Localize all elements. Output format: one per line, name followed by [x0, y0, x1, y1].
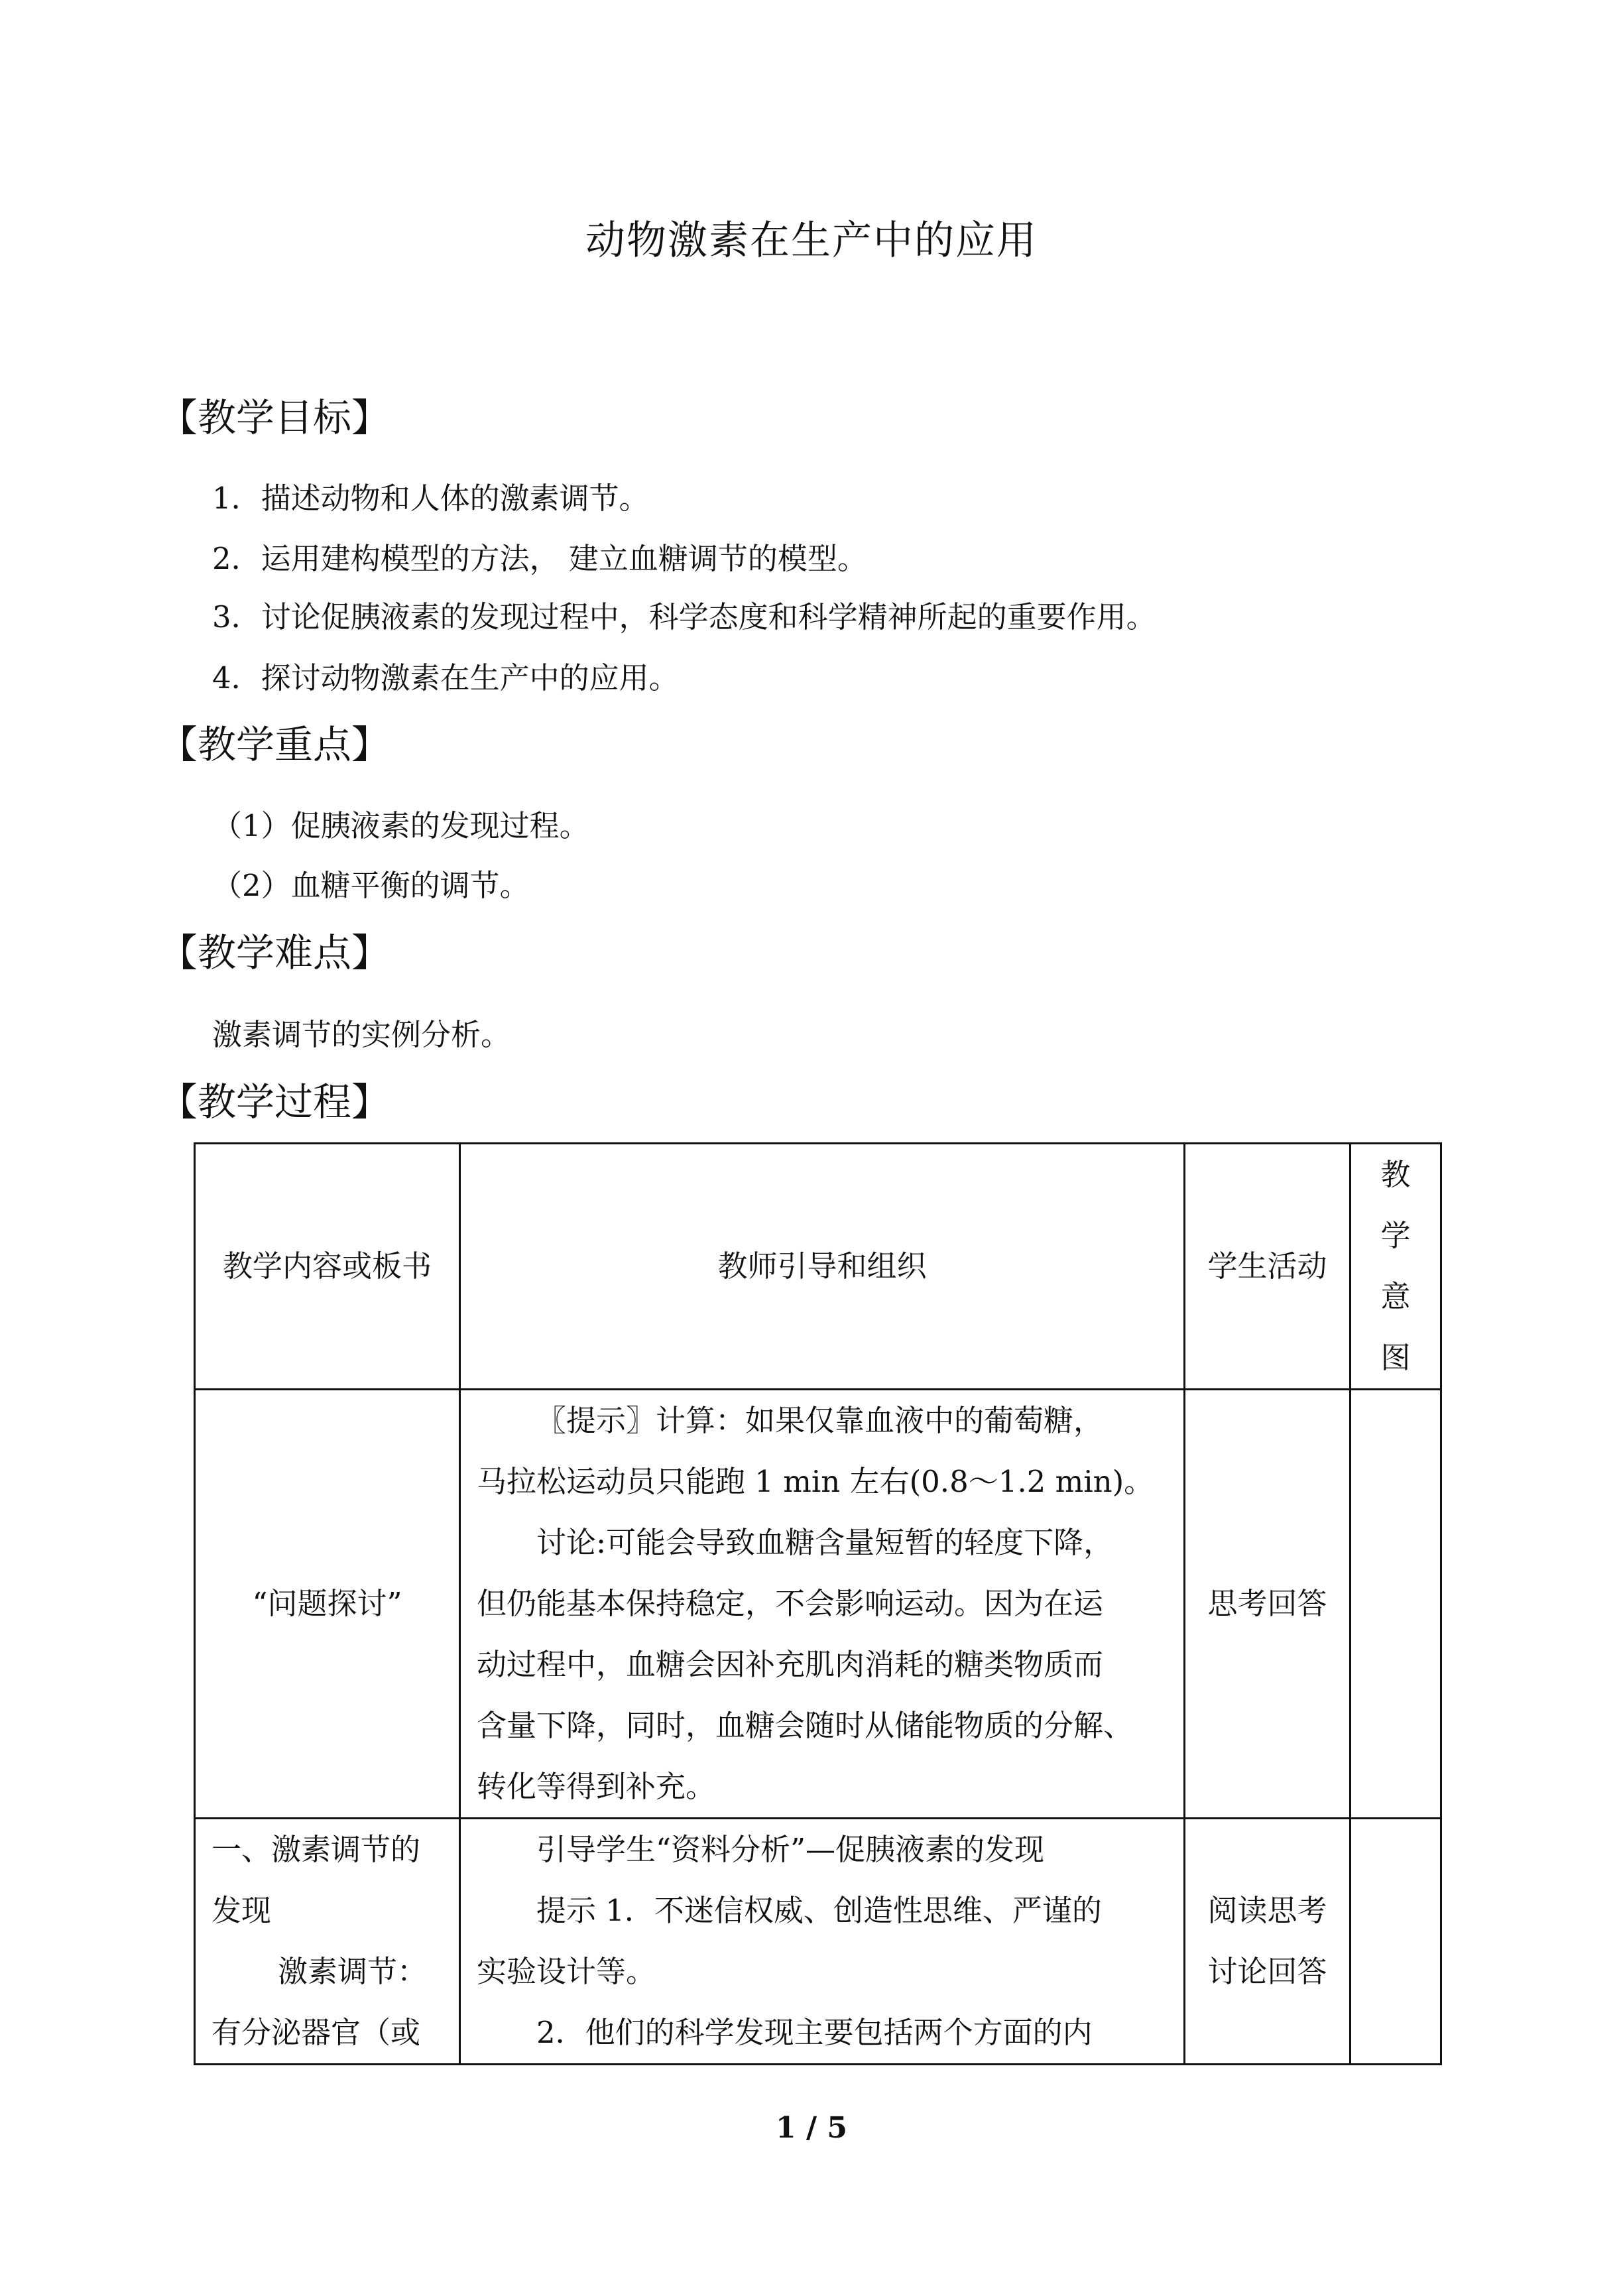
content-line: 发现 — [211, 1893, 272, 1928]
header-student: 学生活动 — [1185, 1144, 1351, 1390]
header-content: 教学内容或板书 — [195, 1144, 460, 1390]
content-line: 有分泌器官（或 — [211, 2015, 421, 2050]
row-intent-cell — [1351, 1390, 1441, 1819]
table-header-row — [195, 1144, 1441, 1390]
objective-item: 1．描述动物和人体的激素调节。 — [212, 481, 649, 516]
header-teacher: 教师引导和组织 — [460, 1144, 1185, 1390]
header-intent-char: 教 — [1380, 1157, 1411, 1192]
heading-difficulties: 【教学难点】 — [159, 930, 391, 975]
teacher-line: 含量下降，同时，血糖会随时从储能物质的分解、 — [477, 1708, 1134, 1743]
row-teacher-cell — [460, 1390, 1185, 1819]
teacher-line: 讨论:可能会导致血糖含量短暂的轻度下降， — [536, 1525, 1114, 1560]
objective-item: 3．讨论促胰液素的发现过程中，科学态度和科学精神所起的重要作用。 — [212, 599, 1156, 634]
content-line: 激素调节： — [278, 1954, 428, 1989]
student-line: 讨论回答 — [1207, 1954, 1327, 1989]
key-point-item: （1）促胰液素的发现过程。 — [212, 808, 589, 843]
heading-key-points: 【教学重点】 — [159, 722, 391, 767]
header-intent-char: 意 — [1380, 1279, 1411, 1314]
teacher-line: 提示 1．不迷信权威、创造性思维、严谨的 — [536, 1893, 1102, 1928]
content-line: 一、激素调节的 — [211, 1832, 421, 1867]
heading-objectives: 【教学目标】 — [159, 395, 391, 440]
student-line: 阅读思考 — [1207, 1893, 1327, 1928]
difficulty-item: 激素调节的实例分析。 — [212, 1017, 511, 1052]
objective-item: 2．运用建构模型的方法， 建立血糖调节的模型。 — [212, 541, 867, 576]
teacher-line: 2．他们的科学发现主要包括两个方面的内 — [536, 2015, 1093, 2050]
objective-item: 4．探讨动物激素在生产中的应用。 — [212, 660, 679, 695]
row-student-cell — [1185, 1819, 1351, 2065]
teacher-line: 〖提示〗计算：如果仅靠血液中的葡萄糖， — [536, 1403, 1104, 1438]
teacher-line: 引导学生“资料分析”—促胰液素的发现 — [536, 1832, 1045, 1867]
teaching-process-table — [194, 1142, 1442, 2065]
teacher-line: 实验设计等。 — [477, 1954, 656, 1989]
row-intent-cell — [1351, 1819, 1441, 2065]
heading-process: 【教学过程】 — [159, 1079, 391, 1124]
row-teacher-cell — [460, 1819, 1185, 2065]
header-intent — [1351, 1144, 1441, 1390]
table-row — [195, 1819, 1441, 2065]
page-number: 1 / 5 — [776, 2111, 847, 2145]
header-intent-char: 学 — [1380, 1218, 1411, 1253]
header-intent-char: 图 — [1380, 1340, 1411, 1375]
row-student-cell: 思考回答 — [1185, 1390, 1351, 1819]
teacher-line: 转化等得到补充。 — [477, 1769, 716, 1804]
table-row — [195, 1390, 1441, 1819]
row-content-cell: “问题探讨” — [195, 1390, 460, 1819]
row-content-cell — [195, 1819, 460, 2065]
key-point-item: （2）血糖平衡的调节。 — [212, 868, 530, 903]
page-title: 动物激素在生产中的应用 — [585, 217, 1038, 264]
teacher-line: 但仍能基本保持稳定，不会影响运动。因为在运 — [477, 1586, 1104, 1621]
teacher-line: 马拉松运动员只能跑 1 min 左右(0.8～1.2 min)。 — [477, 1464, 1154, 1499]
teacher-line: 动过程中，血糖会因补充肌肉消耗的糖类物质而 — [477, 1647, 1104, 1682]
